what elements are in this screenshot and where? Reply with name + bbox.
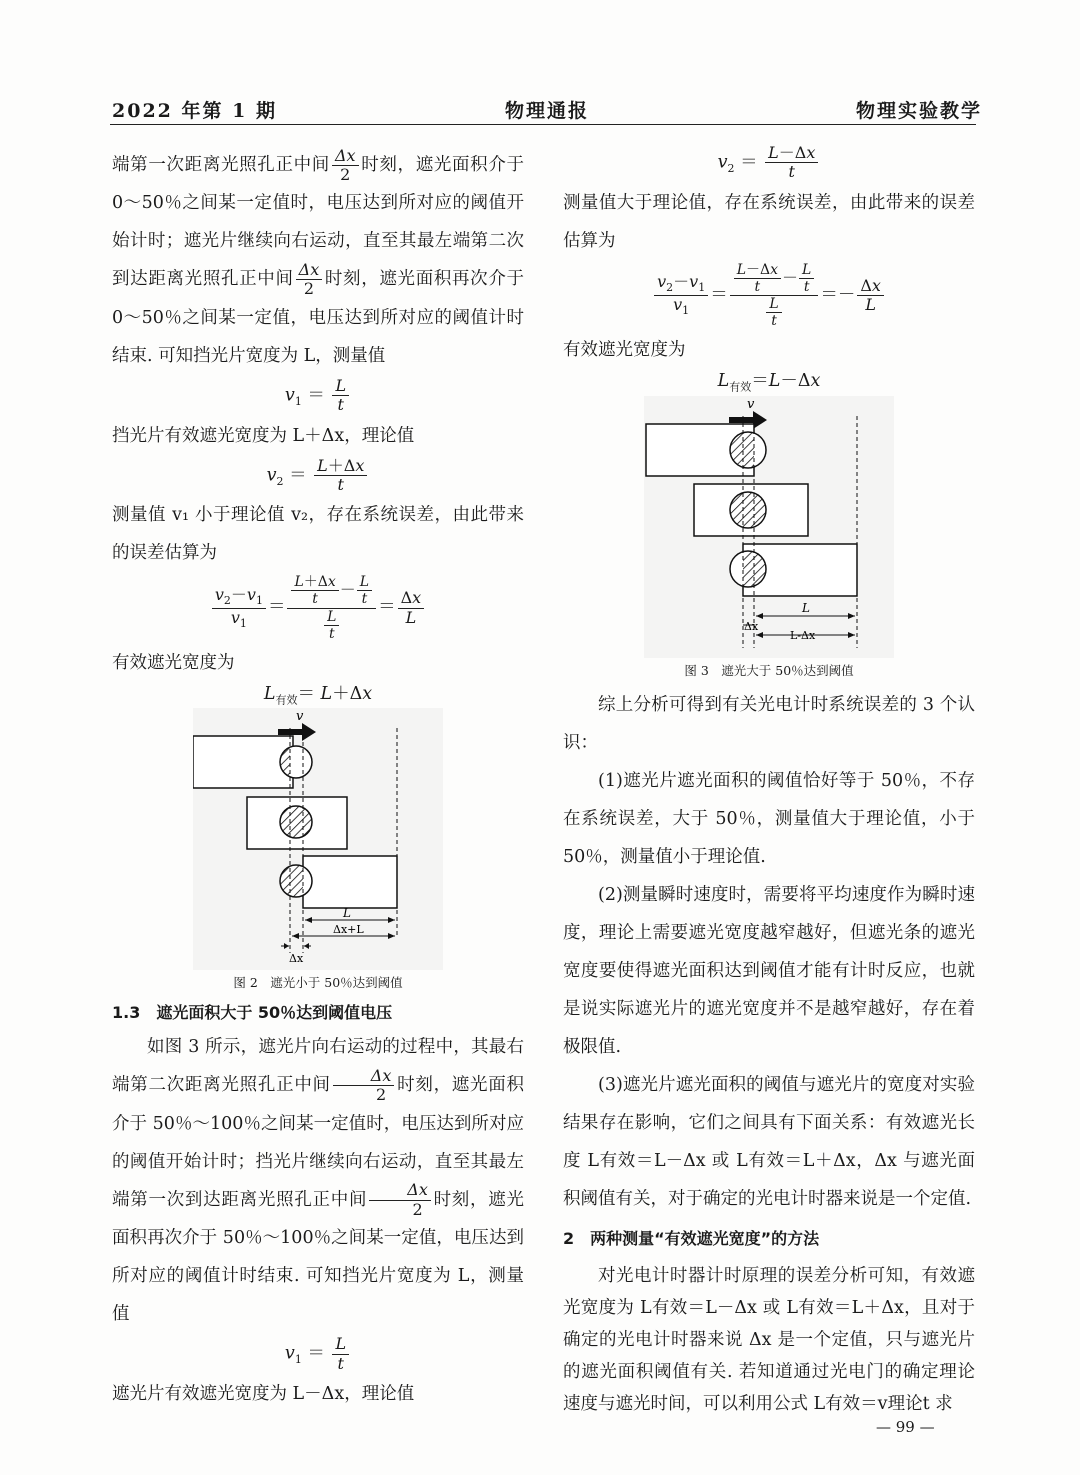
- right-column: [563, 142, 975, 1420]
- velocity-label: v: [296, 709, 304, 725]
- equation-leff: $L_{有效}=L-\Delta x$: [717, 371, 821, 394]
- figure-2-caption: 图 2 遮光小于 50％达到阈值: [233, 975, 403, 991]
- journal-issue: 2022 年第 1 期: [112, 100, 277, 122]
- paragraph: 端第一次距离光照孔正中间 $\frac{\Delta x}{2}$ 时刻，遮光面积介于 0～50％之间某一定值时，电压达到所对应的阈值开始计时；遮光片继续向右运动，直至其最左端第二次到达距离光照孔正中间 $\frac{\Delta x}{2}$ 时刻，遮光面积再次介于 0～50％之间某一定值，电压达到所对应的阈值计时结束. 可知挡光片宽度为 L，测量值: [112, 145, 525, 366]
- dim-label-L: L: [802, 600, 810, 615]
- equation-v2: $v_2$ ＝ $\frac{L-\Delta x}{t}$: [563, 144, 975, 182]
- left-column: [112, 146, 524, 1413]
- list-item: (2)测量瞬时速度时，需要将平均速度作为瞬时速度，理论上需要遮光宽度越窄越好，但遮光条的遮光宽度要使得遮光面积达到阈值才能有计时反应，也就是说实际遮光片的遮光宽度并不是越窄越好，存在着极限值.: [563, 884, 975, 1057]
- header-rule: [110, 124, 976, 125]
- equation-error: $\frac{v_2-v_1}{v_1}$ ＝ $\frac{L+\Delta x}{t}$ － $\frac{L}{t}$ $\frac{L}{t}$ ＝ $\frac{\Delta x}{L}$: [112, 574, 524, 641]
- figure-2: [193, 708, 443, 970]
- paragraph: 测量值大于理论值，存在系统误差，由此带来的误差估算为: [563, 192, 975, 251]
- shutter-plate: [193, 736, 293, 788]
- equation-leff: $L_{有效}= L+\Delta x$: [263, 683, 373, 707]
- equation-v1: $v_1$ ＝ $\frac{L}{t}$: [112, 377, 524, 415]
- dim-label-dx-L: Δx+L: [333, 923, 364, 937]
- equation-v1: $v_1$ ＝ $\frac{L}{t}$: [112, 1335, 524, 1373]
- paragraph: 如图 3 所示，遮光片向右运动的过程中，其最右端第二次距离光照孔正中间 $\frac{\Delta x}{2}$ 时刻，遮光面积介于 50％～100％之间某一定值时，电压达到所对应的阈值开始计时；挡光片继续向右运动，直至其最左端第一次到达距离光照孔正中间 $\frac{\Delta x}{2}$ 时刻，遮光面积再次介于 50％～100％之间某一定值，电压达到所对应的阈值计时结束. 可知挡光片宽度为 L，测量值: [112, 1037, 525, 1325]
- section-heading: 1.3 遮光面积大于 50％达到阈值电压: [112, 1003, 393, 1023]
- paragraph: 有效遮光宽度为: [112, 652, 235, 673]
- section-heading: 2 两种测量“有效遮光宽度”的方法: [563, 1228, 820, 1248]
- equation-error: $\frac{v_2-v_1}{v_1}$ ＝ $\frac{L-\Delta x}{t}$ － $\frac{L}{t}$ $\frac{L}{t}$ ＝－ $\frac{\Delta x}{L}$: [563, 262, 975, 329]
- dim-label-dx: Δx: [289, 952, 304, 966]
- figure-3: [644, 396, 894, 658]
- paragraph: 挡光片有效遮光宽度为 L＋Δx，理论值: [112, 425, 415, 446]
- paragraph: 对光电计时器计时原理的误差分析可知，有效遮光宽度为 L有效＝L－Δx 或 L有效＝L＋Δx，且对于确定的光电计时器来说 Δx 是一个定值，只与遮光片的遮光面积阈值有关. 若知道通过光电门的确定理论速度与遮光时间，可以利用公式 L有效＝v理论t 求: [563, 1265, 975, 1414]
- paragraph: 有效遮光宽度为: [563, 340, 686, 361]
- equation-v2: $v_2$ ＝ $\frac{L+\Delta x}{t}$: [112, 457, 524, 495]
- page-number: — 99 —: [876, 1418, 935, 1436]
- dim-label-L-dx: L-Δx: [790, 628, 816, 642]
- paragraph: 遮光片有效遮光宽度为 L－Δx，理论值: [112, 1383, 415, 1404]
- figure-3-caption: 图 3 遮光大于 50％达到阈值: [684, 662, 854, 678]
- list-item: (3)遮光片遮光面积的阈值与遮光片的宽度对实验结果存在影响，它们之间具有下面关系：有效遮光长度 L有效＝L－Δx 或 L有效＝L＋Δx，Δx 与遮光面积阈值有关，对于确定的光电计时器来说是一个定值.: [563, 1074, 975, 1209]
- paragraph: 测量值 v₁ 小于理论值 v₂，存在系统误差，由此带来的误差估算为: [112, 505, 524, 564]
- velocity-label: v: [747, 396, 755, 412]
- journal-name: 物理通报: [505, 100, 590, 122]
- shutter-plate: [303, 856, 397, 908]
- section-name: 物理实验教学: [856, 100, 983, 122]
- dim-label-dx: Δx: [744, 619, 759, 633]
- dim-label-L: L: [343, 906, 351, 921]
- list-item: (1)遮光片遮光面积的阈值恰好等于 50％，不存在系统误差，大于 50％，测量值大于理论值，小于 50％，测量值小于理论值.: [563, 770, 975, 867]
- paragraph: 综上分析可得到有关光电计时系统误差的 3 个认识：: [563, 694, 975, 753]
